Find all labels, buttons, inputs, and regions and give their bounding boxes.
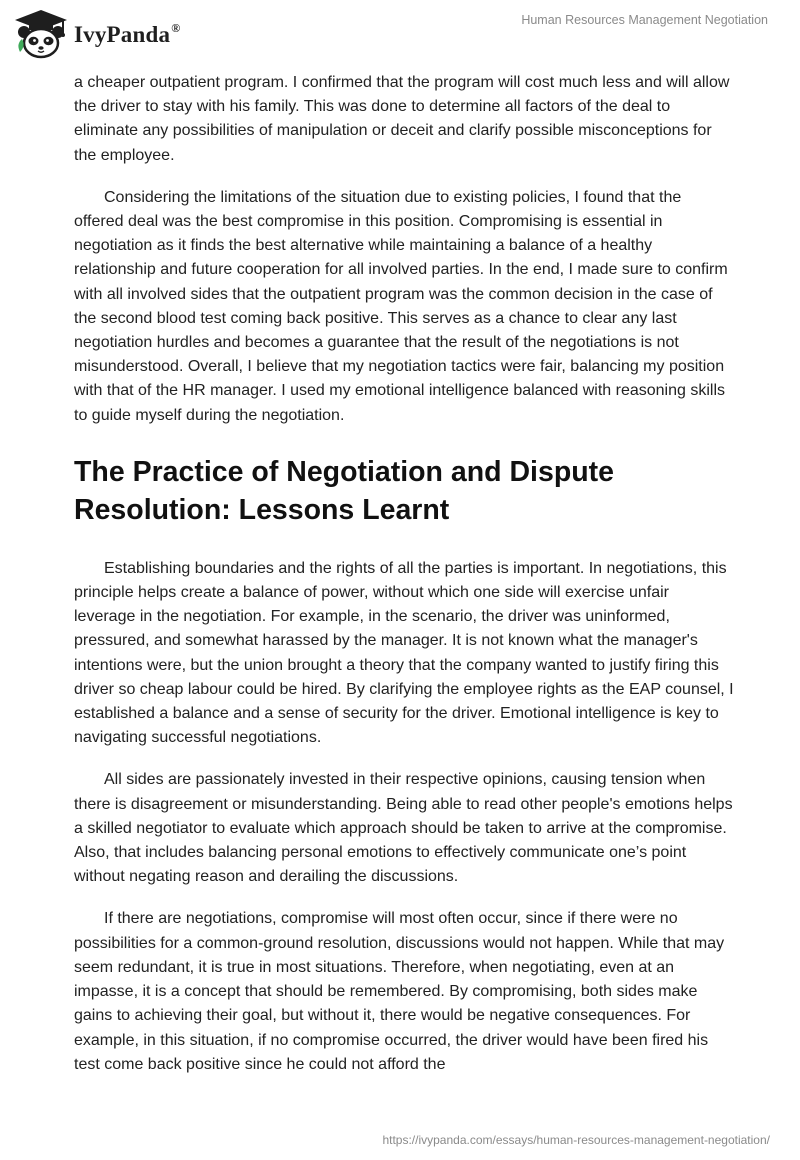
panda-graduate-icon <box>12 8 70 60</box>
section-heading: The Practice of Negotiation and Dispute Resolution: Lessons Learnt <box>74 455 614 526</box>
paragraph-compromise: Considering the limitations of the situation due to existing policies, I found that the offered deal was the best compromise in this position. Compromising is essential in negotiation as it finds the best alternative while maintaining a balance of a healthy relationship and future cooperation for all involved parties. In the end, I made sure to confirm with all involved sides that the outpatient program was the common decision in the case of the second blood test coming back positive. This serves as a chance to clear any last negotiation hurdles and becomes a guarantee that the result of the negotiations is not misunderstood. Overall, I believe that my negotiation tactics were fair, balancing my position with that of the HR manager. I used my emotional intelligence balanced with reasoning skills to guide myself during the negotiation. <box>74 188 728 424</box>
registered-mark: ® <box>171 20 181 35</box>
source-url[interactable]: https://ivypanda.com/essays/human-resources-management-negotiation/ <box>382 1133 770 1147</box>
essay-body <box>74 71 734 1095</box>
ivypanda-logo[interactable] <box>12 8 180 60</box>
paragraph-continued: a cheaper outpatient program. I confirmed that the program will cost much less and will allow the driver to stay with his family. This was done to determine all factors of the deal to eliminate any possibilities of manipulation or deceit and clarify possible misconceptions for the employee. <box>74 74 730 164</box>
document-title: Human Resources Management Negotiation <box>521 13 768 27</box>
paragraph-emotions: All sides are passionately invested in their respective opinions, causing tension when there is disagreement or misunderstanding. Being able to read other people's emotions helps a skilled negotiator to evaluate which approach should be taken to arrive at the compromise. Also, that includes balancing personal emotions to effectively communicate one’s point without negating reason and derailing the discussions. <box>74 771 733 886</box>
brand-name: IvyPanda® <box>74 20 181 47</box>
paragraph-negotiations: If there are negotiations, compromise will most often occur, since if there were no possibilities for a common-ground resolution, discussions would not happen. While that may seem redundant, it is true in most situations. Therefore, when negotiating, even at an impasse, it is a concept that should be remembered. By compromising, both sides make gains to achieving their goal, but without it, there would be negative consequences. For example, in this situation, if no compromise occurred, the driver would have been fired his test come back positive since he could not afford the <box>74 910 725 1073</box>
paragraph-boundaries: Establishing boundaries and the rights of all the parties is important. In negotiations, this principle helps create a balance of power, without which one side will exercise unfair leverage in the negotiation. For example, in the scenario, the driver was uninformed, pressured, and somewhat harassed by the manager. It is not known what the manager's intentions were, but the union brought a theory that the company wanted to justify firing this driver so cheap labour could be hired. By clarifying the employee rights as the EAP counsel, I established a balance and a sense of security for the driver. Emotional intelligence is key to navigating successful negotiations. <box>74 559 734 747</box>
page-header <box>0 0 800 70</box>
